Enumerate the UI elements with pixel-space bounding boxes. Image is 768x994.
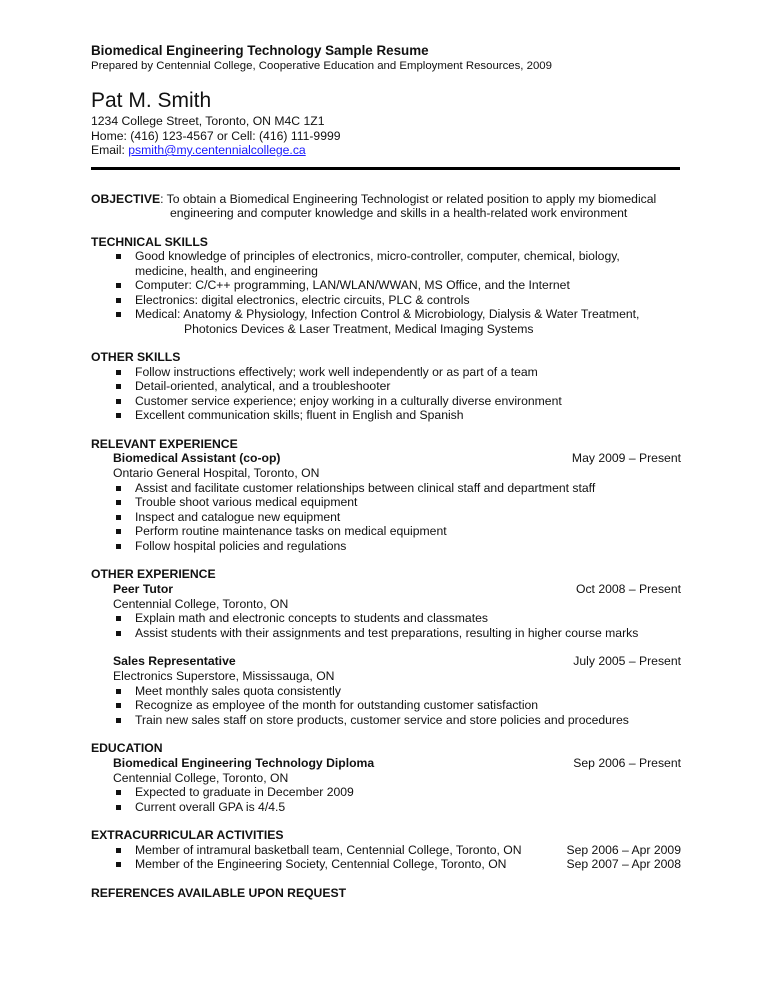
activity-text: Member of intramural basketball team, Centennial College, Toronto, ON <box>135 842 522 857</box>
entry-header <box>113 756 681 771</box>
extracurricular-section <box>91 828 681 872</box>
entry-duties <box>113 785 681 814</box>
duty-item: Trouble shoot various medical equipment <box>113 495 681 510</box>
entry-organization: Centennial College, Toronto, ON <box>113 596 289 611</box>
entry-title: Peer Tutor <box>113 581 174 596</box>
duty-item: Perform routine maintenance tasks on medical equipment <box>113 524 681 539</box>
entry <box>91 451 681 553</box>
skill-text: Computer: C/C++ programming, LAN/WLAN/WWAN, MS Office, and the Internet <box>135 278 570 292</box>
other-experience-section <box>91 567 681 727</box>
skill-text: Photonics Devices & Laser Treatment, Medical Imaging Systems <box>184 321 534 336</box>
entry <box>91 756 681 815</box>
duty-item: Expected to graduate in December 2009 <box>113 785 681 800</box>
document-title: Biomedical Engineering Technology Sample Resume <box>91 43 429 58</box>
skill-item <box>113 307 681 336</box>
duty-item: Assist students with their assignments and test preparations, resulting in higher course marks <box>113 626 681 641</box>
objective-label: OBJECTIVE <box>91 191 161 206</box>
skill-item <box>113 293 681 308</box>
entry-title: Biomedical Engineering Technology Diploma <box>113 755 375 770</box>
entry <box>91 582 681 641</box>
relevant-experience-section <box>91 437 681 554</box>
section-title: OTHER EXPERIENCE <box>91 567 216 581</box>
entry-date: Oct 2008 – Present <box>575 581 681 596</box>
skill-item: Excellent communication skills; fluent in English and Spanish <box>113 408 681 423</box>
objective-section <box>91 192 681 221</box>
entry-organization: Electronics Superstore, Mississauga, ON <box>113 669 335 683</box>
email-line <box>91 143 681 158</box>
entry-organization: Centennial College, Toronto, ON <box>113 770 289 785</box>
duty-item: Train new sales staff on store products, customer service and store policies and procedures <box>113 713 681 728</box>
education-entries <box>91 756 681 815</box>
activity-text: Member of the Engineering Society, Centennial College, Toronto, ON <box>135 857 507 871</box>
objective-text-line2: engineering and computer knowledge and skills in a health-related work environment <box>170 206 628 220</box>
skill-item: Follow instructions effectively; work well independently or as part of a team <box>113 365 681 380</box>
entry-organization: Ontario General Hospital, Toronto, ON <box>113 466 320 480</box>
activity-date: Sep 2007 – Apr 2008 <box>566 857 681 871</box>
skill-text: Medical: Anatomy & Physiology, Infection Control & Microbiology, Dialysis & Water Treatment, <box>135 307 640 321</box>
duty-item: Current overall GPA is 4/4.5 <box>113 800 681 815</box>
email-link[interactable]: psmith@my.centennialcollege.ca <box>128 143 306 157</box>
skill-item: Customer service experience; enjoy working in a culturally diverse environment <box>113 394 681 409</box>
activity-item <box>113 857 681 872</box>
other-skills-section <box>91 350 681 423</box>
candidate-name: Pat M. Smith <box>91 89 212 112</box>
entry-date: May 2009 – Present <box>571 451 681 465</box>
relevant-jobs <box>91 451 681 553</box>
duty-item: Follow hospital policies and regulations <box>113 539 681 554</box>
entry-date: July 2005 – Present <box>573 654 681 668</box>
section-title: EDUCATION <box>91 741 163 755</box>
skill-item <box>113 278 681 293</box>
duty-item: Inspect and catalogue new equipment <box>113 510 681 525</box>
objective-text-line1: : To obtain a Biomedical Engineering Technologist or related position to apply my biomedical <box>160 191 657 206</box>
entry-date: Sep 2006 – Present <box>573 755 681 770</box>
technical-skills-section <box>91 235 681 337</box>
entry <box>91 654 681 727</box>
duty-item: Assist and facilitate customer relationships between clinical staff and department staff <box>113 481 681 496</box>
duty-item: Explain math and electronic concepts to students and classmates <box>113 611 681 626</box>
entry-header <box>113 654 681 669</box>
skill-text: Good knowledge of principles of electronics, micro-controller, computer, chemical, biology, <box>135 249 620 263</box>
entry-duties <box>113 684 681 728</box>
section-title: EXTRACURRICULAR ACTIVITIES <box>91 828 284 842</box>
other-skills-list <box>91 365 681 423</box>
address: 1234 College Street, Toronto, ON M4C 1Z1 <box>91 114 325 128</box>
entry-header <box>113 582 681 597</box>
skill-text: medicine, health, and engineering <box>135 263 318 278</box>
activity-date: Sep 2006 – Apr 2009 <box>566 842 681 857</box>
references-section <box>91 886 681 901</box>
skill-item <box>113 249 681 278</box>
section-title: OTHER SKILLS <box>91 350 181 364</box>
email-label: Email: <box>91 143 129 157</box>
education-section <box>91 741 681 814</box>
technical-skills-list <box>91 249 681 336</box>
references-note: REFERENCES AVAILABLE UPON REQUEST <box>91 885 347 900</box>
section-title: TECHNICAL SKILLS <box>91 234 208 249</box>
activity-item <box>113 843 681 858</box>
entry-duties <box>113 481 681 554</box>
phone-numbers: Home: (416) 123-4567 or Cell: (416) 111-9999 <box>91 128 341 143</box>
extracurricular-list <box>91 843 681 872</box>
header-divider <box>91 167 680 170</box>
document-subtitle: Prepared by Centennial College, Cooperative Education and Employment Resources, 2009 <box>91 60 552 72</box>
section-title: RELEVANT EXPERIENCE <box>91 436 238 451</box>
entry-header <box>113 451 681 466</box>
skill-item: Detail-oriented, analytical, and a troubleshooter <box>113 379 681 394</box>
entry-title: Biomedical Assistant (co-op) <box>113 451 281 465</box>
entry-duties <box>113 611 681 640</box>
duty-item: Meet monthly sales quota consistently <box>113 684 681 699</box>
duty-item: Recognize as employee of the month for outstanding customer satisfaction <box>113 698 681 713</box>
skill-text: Electronics: digital electronics, electric circuits, PLC & controls <box>135 292 470 307</box>
other-jobs <box>91 582 681 728</box>
entry-title: Sales Representative <box>113 654 236 668</box>
resume-page <box>91 42 681 900</box>
